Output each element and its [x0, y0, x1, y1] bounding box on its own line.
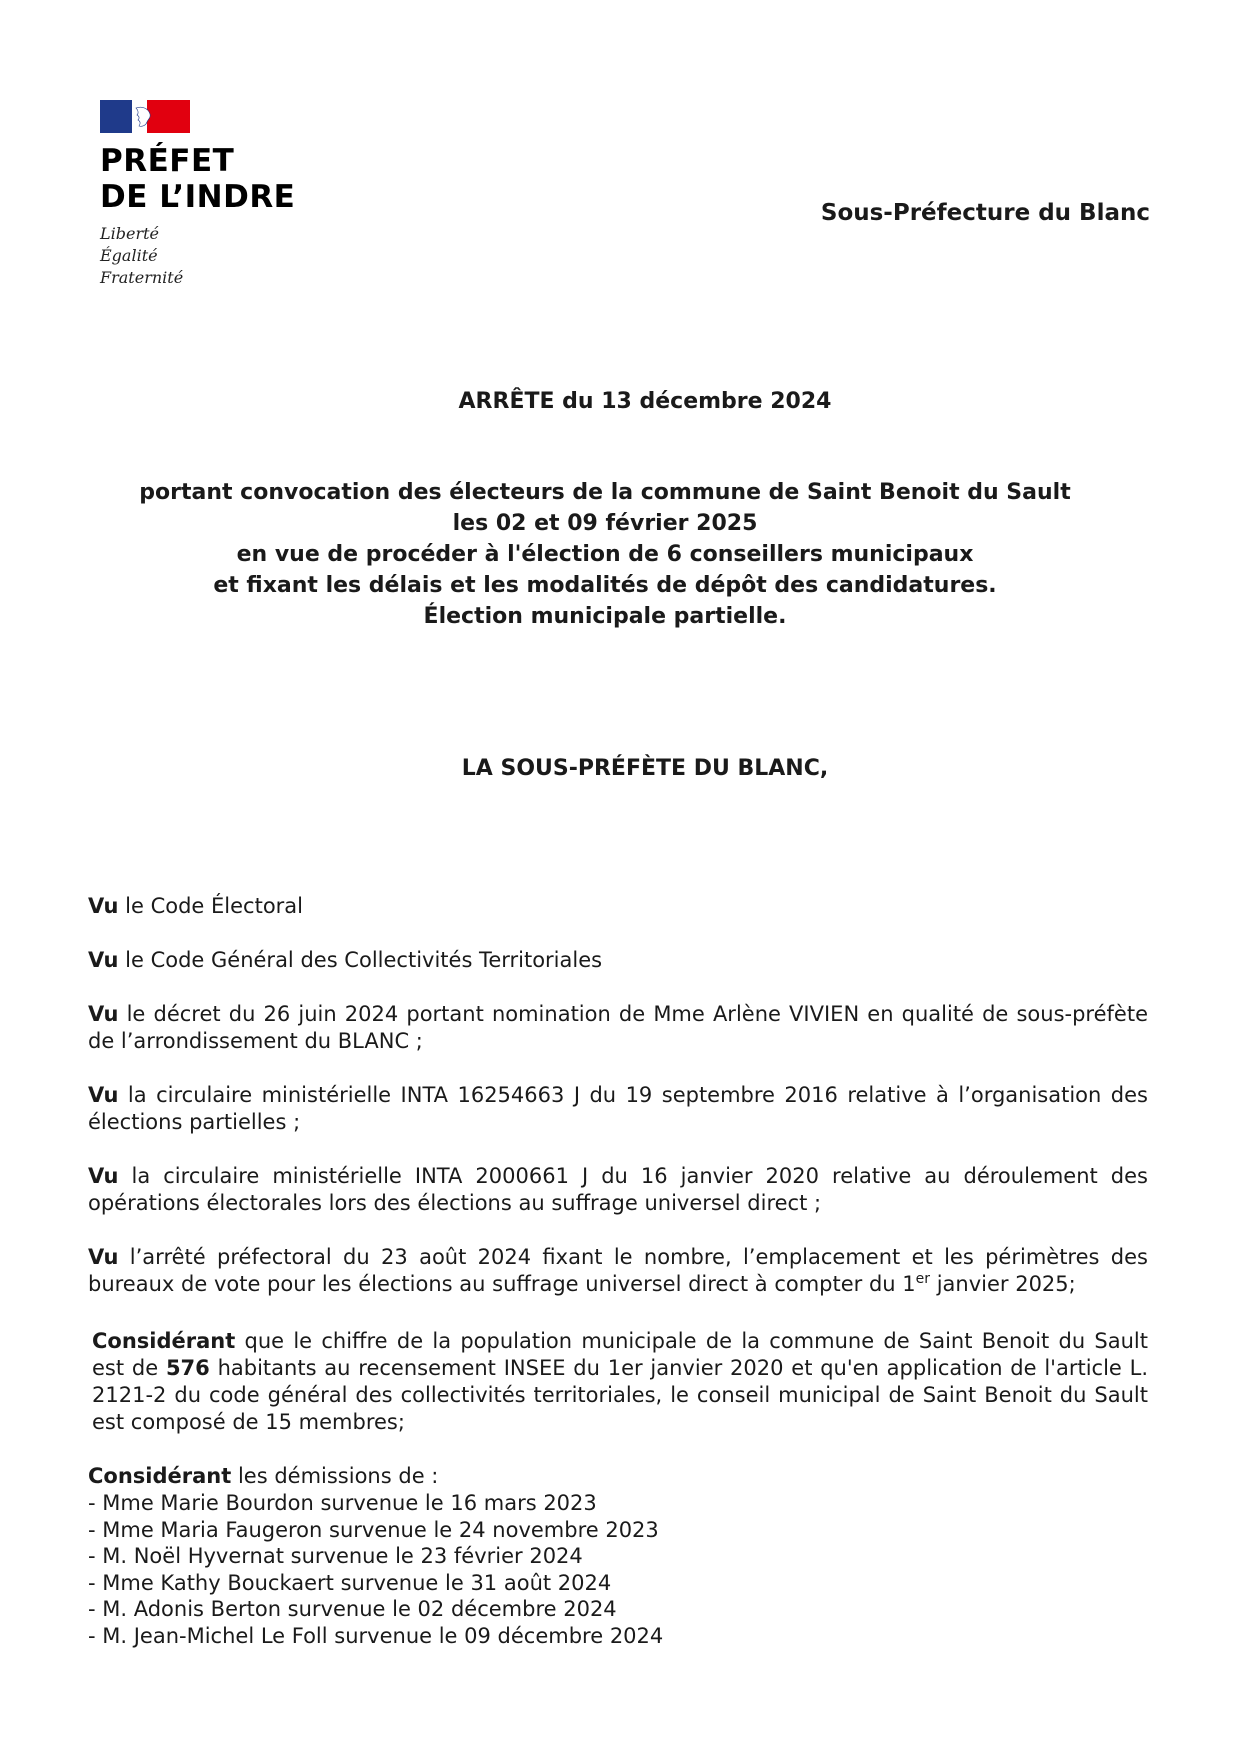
visa-keyword: Vu: [88, 1002, 119, 1026]
visa-keyword: Vu: [88, 948, 119, 972]
visa-text: la circulaire ministérielle INTA 16254663 J du 19 septembre 2016 relative à l’organisation des élections partielles ;: [88, 1083, 1148, 1134]
visa-text: la circulaire ministérielle INTA 2000661 J du 16 janvier 2020 relative au déroulement des opérations électorales lors des élections au suffrage universel direct ;: [88, 1164, 1148, 1215]
arrete-title: ARRÊTE du 13 décembre 2024: [458, 389, 832, 414]
visa-paragraph: [88, 1163, 1148, 1217]
considerant-paragraph: [88, 1328, 1148, 1436]
list-item: - Mme Marie Bourdon survenue le 16 mars 2023: [88, 1491, 597, 1515]
visa-paragraph: [88, 1082, 1148, 1136]
prefecture-name-line: PRÉFET: [100, 143, 235, 179]
considerant-keyword: Considérant: [88, 1464, 232, 1488]
visa-keyword: Vu: [88, 1083, 119, 1107]
visa-text: janvier 2025;: [930, 1272, 1076, 1296]
subject-line: et fixant les délais et les modalités de dépôt des candidatures.: [213, 573, 997, 598]
list-item: - M. Adonis Berton survenue le 02 décembre 2024: [88, 1597, 617, 1621]
list-item: - Mme Maria Faugeron survenue le 24 novembre 2023: [88, 1517, 659, 1542]
visa-text: le décret du 26 juin 2024 portant nomination de Mme Arlène VIVIEN en qualité de sous-préfète de l’arrondissement du BLANC ;: [88, 1002, 1148, 1053]
sub-prefecture-label: Sous-Préfecture du Blanc: [820, 200, 1150, 226]
motto-line: Liberté: [100, 224, 159, 243]
considerant-keyword: Considérant: [92, 1329, 236, 1353]
subject-line: en vue de procéder à l'élection de 6 conseillers municipaux: [236, 542, 974, 567]
document-body: [88, 893, 1148, 1649]
considerant-text: que le chiffre de la population municipale de la commune de Saint Benoit du Sault est de: [92, 1329, 1148, 1380]
list-item: - M. Noël Hyvernat survenue le 23 février 2024: [88, 1544, 583, 1568]
prefecture-name-line: DE L’INDRE: [100, 179, 296, 215]
marianne-flag-icon: [100, 100, 190, 133]
subject-line: les 02 et 09 février 2025: [452, 511, 758, 536]
visa-paragraph: [88, 1244, 1148, 1298]
list-item: - M. Jean-Michel Le Foll survenue le 09 décembre 2024: [88, 1623, 664, 1648]
visa-keyword: Vu: [88, 1245, 119, 1269]
list-item: - Mme Kathy Bouckaert survenue le 31 août 2024: [88, 1570, 612, 1595]
motto-line: Fraternité: [100, 268, 184, 287]
arrete-subject: [50, 477, 1160, 632]
prefecture-logo: [100, 100, 320, 289]
visa-paragraph: [88, 893, 1148, 920]
issuing-authority: LA SOUS-PRÉFÈTE DU BLANC,: [461, 756, 829, 781]
visa-text: l’arrêté préfectoral du 23 août 2024 fixant le nombre, l’emplacement et les périmètres des bureaux de vote pour les élections au suffrage universel direct à compter du 1: [88, 1245, 1148, 1296]
resignation-list: [88, 1490, 1148, 1649]
ordinal-superscript: er: [915, 1271, 931, 1287]
considerant-text: habitants au recensement INSEE du 1er janvier 2020 et qu'en application de l'article L. 2121-2 du code général des collectivités territoriales, le conseil municipal de Saint Benoit du Sault est composé de 15 membres;: [92, 1356, 1148, 1434]
considerant-text: les démissions de :: [231, 1464, 439, 1488]
motto-line: Égalité: [100, 246, 158, 265]
population-figure: 576: [165, 1356, 210, 1380]
subject-line: portant convocation des électeurs de la commune de Saint Benoit du Sault: [139, 480, 1071, 505]
visa-keyword: Vu: [88, 1164, 119, 1188]
visa-text: le Code Général des Collectivités Territoriales: [118, 948, 603, 972]
marianne-profile-icon: [130, 104, 156, 130]
republic-motto: [100, 223, 320, 289]
visa-paragraph: [88, 947, 1148, 974]
considerant-paragraph: [88, 1463, 1148, 1649]
visa-keyword: Vu: [88, 894, 119, 918]
visa-text: le Code Électoral: [118, 894, 303, 918]
visa-paragraph: [88, 1001, 1148, 1055]
subject-line: Élection municipale partielle.: [423, 604, 787, 629]
prefecture-name: [100, 143, 320, 215]
